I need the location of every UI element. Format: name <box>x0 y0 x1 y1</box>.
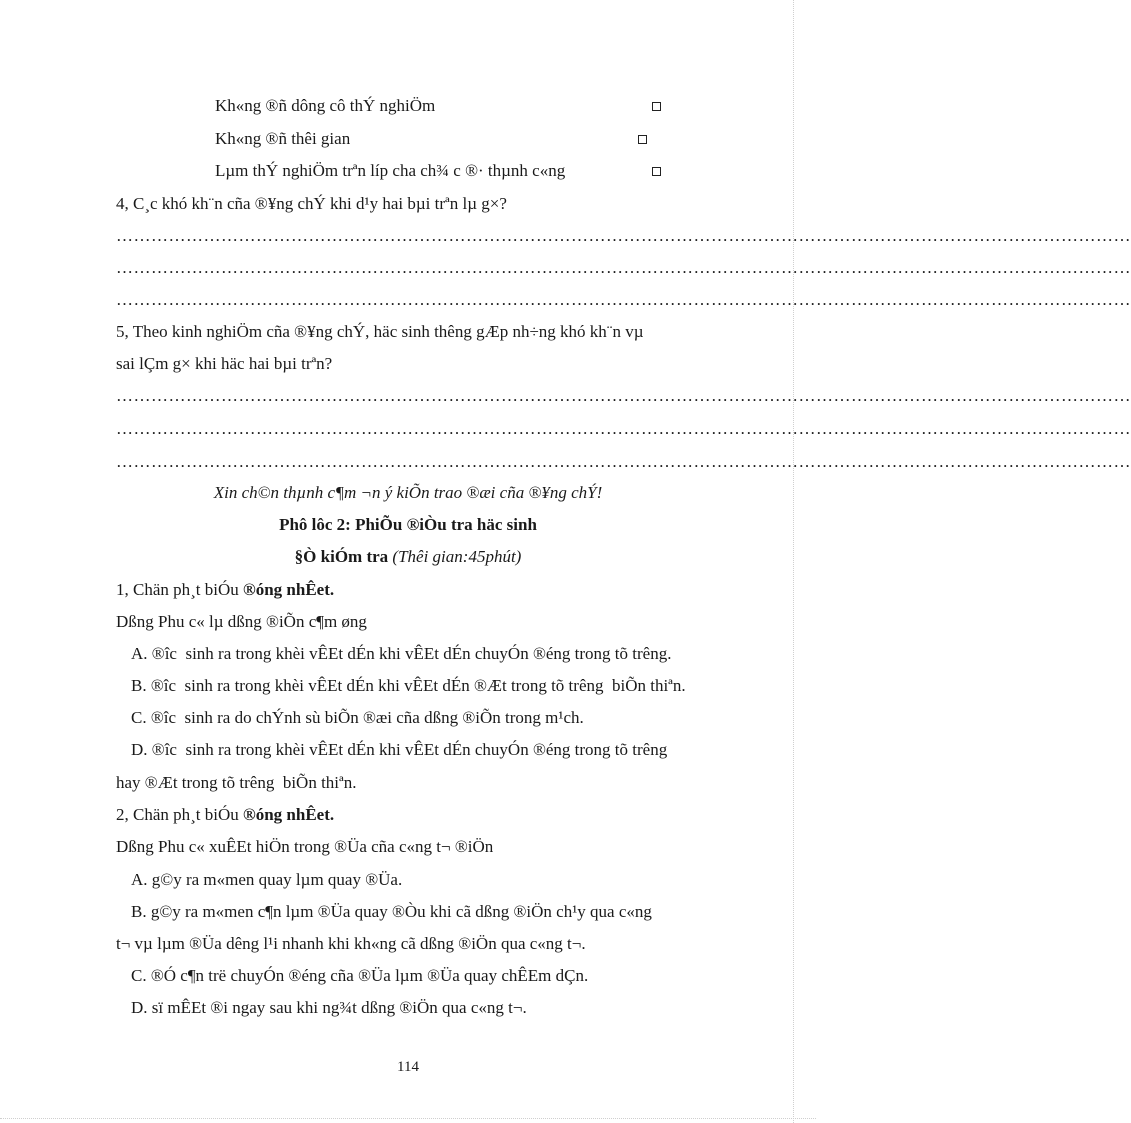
question-2-option-b-cont: t¬ vµ lµm ®Üa dêng l¹i nhanh khi kh«ng cã dßng ®iÖn qua c«ng t¬. <box>116 934 586 953</box>
question-2-emphasis: ®óng nhÊet. <box>243 805 335 824</box>
answer-line: ………………………………………………………………………………………………………………………………………………………… <box>116 258 1131 277</box>
appendix-title: Phô lôc 2: PhiÕu ®iÒu tra häc sinh <box>279 515 537 534</box>
checkbox-icon <box>652 167 661 176</box>
answer-line: ………………………………………………………………………………………………………………………………………………………… <box>116 226 1131 245</box>
checkbox-icon <box>652 102 661 111</box>
question-1-option-d: D. ®îc sinh ra trong khèi vÊEt dÉn khi vÊEt dÉn chuyÓn ®éng trong tõ trêng <box>131 740 668 759</box>
answer-line: ………………………………………………………………………………………………………………………………………………………… <box>116 419 1131 438</box>
answer-line: ………………………………………………………………………………………………………………………………………………………… <box>116 386 1131 405</box>
question-2-option-a: A. g©y ra m«men quay lµm quay ®Üa. <box>131 870 403 889</box>
answer-line: ………………………………………………………………………………………………………………………………………………………… <box>116 452 1131 471</box>
question-2-stem: Dßng Phu c« xuÊEt hiÖn trong ®Üa cña c«ng t¬ ®iÖn <box>116 837 494 856</box>
question-2-prefix: 2, Chän ph¸t biÓu <box>116 805 244 824</box>
test-duration: (Thêi gian:45phút) <box>392 547 522 566</box>
question-1-option-b: B. ®îc sinh ra trong khèi vÊEt dÉn khi vÊEt dÉn ®Æt trong tõ trêng biÕn thiªn. <box>131 676 686 695</box>
question-1-prefix: 1, Chän ph¸t biÓu <box>116 580 244 599</box>
thanks-note: Xin ch©n thµnh c¶m ¬n ý kiÕn trao ®æi cña ®¥ng chÝ! <box>213 483 603 502</box>
question-5-line-2: sai lÇm g× khi häc hai bµi trªn? <box>116 354 333 373</box>
question-1-emphasis: ®óng nhÊet. <box>243 580 335 599</box>
checklist-item-3: Lµm thÝ nghiÖm trªn líp cha ch¾ c ®· thµnh c«ng <box>215 161 566 180</box>
question-4: 4, C¸c khó kh¨n cña ®¥ng chÝ khi d¹y hai bµi trªn lµ g×? <box>116 194 507 213</box>
question-1-option-a: A. ®îc sinh ra trong khèi vÊEt dÉn khi vÊEt dÉn chuyÓn ®éng trong tõ trêng. <box>131 644 672 663</box>
page-edge-bottom <box>0 1118 816 1119</box>
checklist-item-1: Kh«ng ®ñ dông cô thÝ nghiÖm <box>215 96 436 115</box>
question-2-option-d: D. sï mÊEt ®i ngay sau khi ng¾t dßng ®iÖn qua c«ng t¬. <box>131 998 527 1017</box>
question-5-line-1: 5, Theo kinh nghiÖm cña ®¥ng chÝ, häc sinh thêng gÆp nh÷ng khó kh¨n vµ <box>116 322 644 341</box>
question-1-option-c: C. ®îc sinh ra do chÝnh sù biÕn ®æi cña dßng ®iÕn trong m¹ch. <box>131 708 584 727</box>
question-2-option-c: C. ®Ó c¶n trë chuyÓn ®éng cña ®Üa lµm ®Üa quay chÊEm dÇn. <box>131 966 589 985</box>
test-title-line <box>0 547 816 567</box>
test-title: §Ò kiÓm tra <box>294 547 389 566</box>
question-2-heading <box>116 805 334 825</box>
answer-line: ………………………………………………………………………………………………………………………………………………………… <box>116 290 1131 309</box>
page-edge-right <box>793 0 794 1123</box>
checkbox-icon <box>638 135 647 144</box>
checklist-item-2: Kh«ng ®ñ thêi gian <box>215 129 351 148</box>
question-2-option-b: B. g©y ra m«men c¶n lµm ®Üa quay ®Òu khi cã dßng ®iÖn ch¹y qua c«ng <box>131 902 652 921</box>
question-1-option-d-cont: hay ®Æt trong tõ trêng biÕn thiªn. <box>116 773 357 792</box>
question-1-stem: Dßng Phu c« lµ dßng ®iÕn c¶m øng <box>116 612 367 631</box>
page-number: 114 <box>397 1059 419 1075</box>
question-1-heading <box>116 580 334 600</box>
